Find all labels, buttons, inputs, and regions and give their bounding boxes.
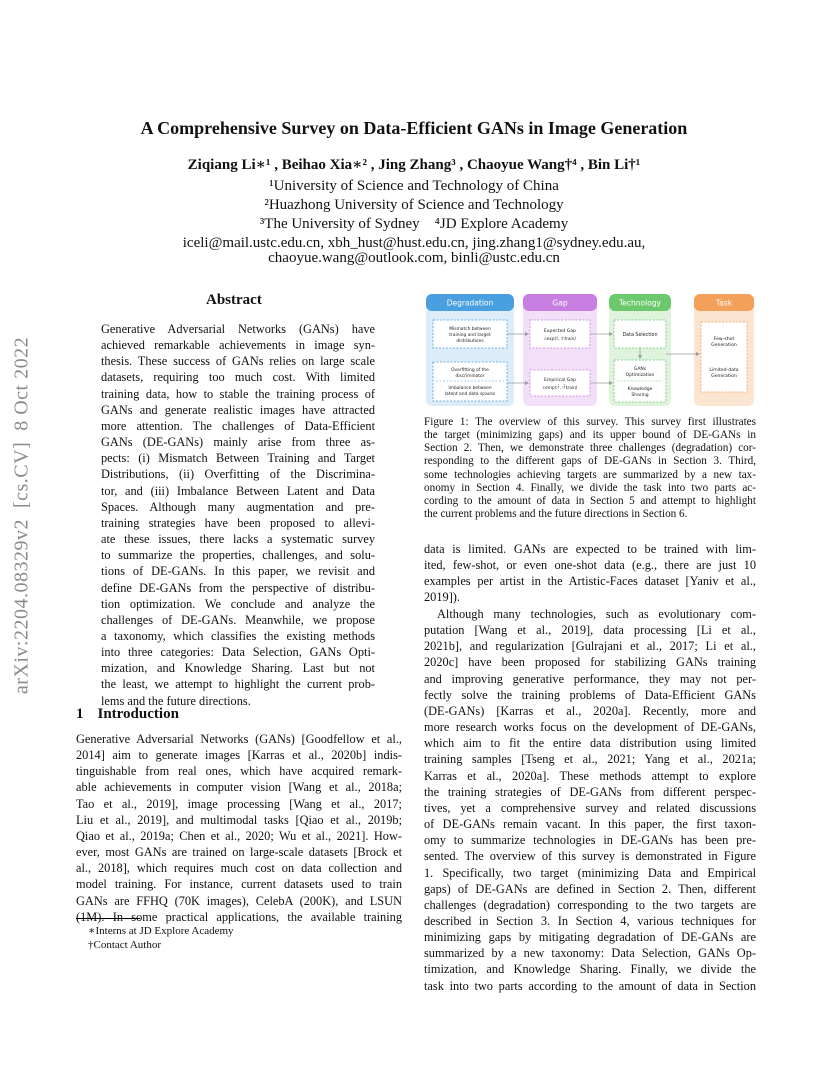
task-header-label: Task [715, 298, 733, 308]
abstract-line: training data, how to stable the training process of [101, 386, 375, 401]
figure-caption [424, 416, 756, 521]
introduction-line: Tao et al., 2019], image processing [Wang et al., 2017; [76, 796, 402, 811]
body-line: summarized by a new taxonomy: Data Selection, GANs Op- [424, 946, 756, 961]
footnote-interns: ∗Interns at JD Explore Academy [88, 925, 234, 937]
arxiv-watermark: arXiv:2204.08329v2 [cs.CV] 8 Oct 2022 [10, 336, 33, 695]
body-line: described in Section 3. In Section 4, various techniques for [424, 913, 756, 928]
mismatch-label: Mismatch between training and target distributions [449, 327, 491, 344]
introduction-line: able achievements in computer vision [Wang et al., 2018a; [76, 780, 402, 795]
abstract-line: tor, and (iii) Imbalance Between Latent and Data [101, 483, 375, 498]
abstract-line: mization, and Knowledge Sharing. Last but not [101, 661, 375, 676]
abstract-line: challenges of DE-GANs. Meanwhile, we propose [101, 612, 375, 627]
body-line: gaps) of DE-GANs are defined in Section 2. Then, different [424, 881, 756, 896]
task-box [701, 322, 747, 392]
abstract-line: into three categories: Data Selection, GANs Opti- [101, 645, 375, 660]
abstract-line: achieved remarkable achievements in image syn- [101, 338, 375, 353]
abstract-line: ate these issues, there lacks a systematic survey [101, 532, 375, 547]
caption-line: Section 2. Then, we demonstrate three challenges (degradation) cor- [424, 442, 756, 455]
caption-line: the target (minimizing gaps) and its upper bound of DE-GANs in [424, 429, 756, 442]
knowledge-sharing-label: Knowledge Sharing [627, 387, 653, 398]
body-line: (DE-GANs) [Karras et al., 2020a]. Recently, more and [424, 703, 756, 718]
caption-line: cording to the amount of data in Section 5 and attempt to highlight [424, 494, 756, 507]
caption-line: responding to the different gaps of DE-GANs in Section 3. Third, [424, 455, 756, 468]
right-column-paragraph-1 [424, 541, 756, 606]
degradation-header-label: Degradation [446, 298, 494, 308]
gans-optimization-label: GANs Optimization [625, 367, 655, 378]
introduction-line: Liu et al., 2019], and multimodal tasks [Qiao et al., 2019b; [76, 812, 402, 827]
abstract-line: tions of DE-GANs. In this paper, we revisit and [101, 564, 375, 579]
empirical-gap-formula: ℰemp(ℱ̂, ℱ̂train) [542, 386, 578, 391]
body-line: 2020c] have been proposed for stabilizing GANs training [424, 655, 756, 670]
body-line: putation [Wang et al., 2019], data processing [Li et al., [424, 623, 756, 638]
body-line: Karras et al., 2020a]. These methods attempt to explore [424, 768, 756, 783]
abstract-line: training strategies have been proposed to allevi- [101, 515, 375, 530]
footnote-contact: †Contact Author [88, 939, 162, 951]
introduction-line: (1M). In some practical applications, the available training [76, 909, 402, 924]
abstract-line: to summarize the properties, challenges, and solu- [101, 548, 375, 563]
section-title: Introduction [97, 706, 179, 722]
caption-line: the current problems and the future directions in Section 6. [424, 508, 688, 521]
expected-gap-box [530, 320, 590, 348]
author-list: Ziqiang Li∗¹ , Beihao Xia∗² , Jing Zhang³ , Chaoyue Wang†⁴ , Bin Li†¹ [187, 157, 641, 173]
body-line: 2019]). [424, 590, 460, 605]
author-emails-1: iceli@mail.ustc.edu.cn, xbh_hust@hust.edu.cn, jing.zhang1@sydney.edu.au, [182, 235, 646, 251]
expected-gap-formula: ℰexp(ℐ, ℱtrain) [544, 337, 576, 342]
body-line: timization, and Knowledge Sharing. Finally, we divide the [424, 962, 756, 977]
limited-data-label: Limited-data Generation [709, 368, 739, 379]
introduction-line: Generative Adversarial Networks (GANs) [Goodfellow et al., [76, 732, 402, 746]
abstract-line: GANs and generate realistic images have attracted [101, 402, 375, 417]
introduction-line: tinguishable from real ones, which have acquired remark- [76, 764, 402, 779]
abstract-line: the least, we attempt to highlight the current prob- [101, 677, 375, 692]
body-line: the training strategies of DE-GANs from different perspec- [424, 784, 756, 799]
caption-line: some technologies achieving targets are summarized by a new tax- [424, 468, 756, 481]
body-line: Although many technologies, such as evolutionary com- [437, 607, 756, 621]
introduction-line: ever, most GANs are trained on large-scale datasets [Brock et [76, 845, 402, 860]
body-line: fectly solve the training problems of Data-Efficient GANs [424, 687, 756, 702]
abstract-line: Spaces. Although many augmentation and pre- [101, 499, 375, 514]
affiliation-3: ³The University of Sydney ⁴JD Explore Academy [259, 216, 569, 232]
body-line: tives, yet a comprehensive survey and related discussions [424, 800, 756, 815]
body-line: and improving generative performance, they may not per- [424, 671, 756, 686]
body-line: more research works focus on the development of DE-GANs, [424, 720, 756, 735]
body-line: sented. The overview of this survey is demonstrated in Figure [424, 849, 756, 864]
gap-header-label: Gap [552, 298, 568, 308]
body-line: 2021b], and regularization [Gulrajani et al., 2017; Li et al., [424, 639, 756, 654]
data-selection-label: Data Selection [622, 333, 658, 338]
body-line: omy to summarize technologies in DE-GANs has been pre- [424, 833, 756, 848]
body-line: 1. Specifically, two target (minimizing Data and Empirical [424, 865, 756, 880]
body-line: task into two parts according to the amount of data in Section [424, 978, 756, 993]
figure-overview-diagram [424, 290, 756, 408]
abstract-heading: Abstract [206, 292, 262, 308]
expected-gap-label: Expected Gap [543, 329, 577, 334]
overfitting-label: Overfitting of the discriminator [451, 368, 489, 379]
abstract-line: Distributions, (ii) Overfitting of the Discrimina- [101, 467, 375, 482]
author-emails-2: chaoyue.wang@outlook.com, binli@ustc.edu.cn [268, 250, 560, 266]
imbalance-label: Imbalance between latent and data spaces [444, 386, 496, 397]
abstract-line: define DE-GANs from the perspective of distribu- [101, 580, 375, 595]
section-number: 1 [76, 706, 84, 722]
abstract-line: a taxonomy, which classifies the existing methods [101, 628, 375, 643]
abstract-body [101, 321, 375, 709]
empirical-gap-box [530, 370, 590, 396]
body-line: data is limited. GANs are expected to be trained with lim- [424, 542, 756, 556]
introduction-body [76, 731, 402, 925]
body-line: training samples [Tseng et al., 2021; Yang et al., 2021a; [424, 752, 756, 767]
paper-title: A Comprehensive Survey on Data-Efficient GANs in Image Generation [140, 118, 688, 138]
abstract-line: pects: (i) Mismatch Between Training and Target [101, 451, 375, 466]
introduction-line: 2014] aim to generate images [Karras et al., 2020b] indis- [76, 748, 402, 763]
caption-line: Figure 1: The overview of this survey. This survey first illustrates [424, 416, 756, 428]
abstract-line: more attention. The challenges of Data-Efficient [101, 418, 375, 433]
affiliation-2: ²Huazhong University of Science and Technology [264, 197, 564, 213]
right-column-paragraph-2 [424, 606, 756, 994]
introduction-line: model training. For instance, current datasets used to train [76, 877, 402, 892]
body-line: of DE-GANs remain vacant. In this paper, the first taxon- [424, 817, 756, 832]
abstract-line: thesis. These success of GANs relies on large scale [101, 354, 375, 369]
affiliation-1: ¹University of Science and Technology of China [269, 178, 559, 194]
figure-overview [424, 290, 756, 408]
abstract-line: tion optimization. We conclude and analyze the [101, 596, 375, 611]
abstract-line: lems and the future directions. [101, 693, 251, 708]
section-heading-introduction [76, 706, 179, 723]
introduction-line: al., 2018], which requires much cost on data collection and [76, 861, 402, 876]
introduction-line: GANs are FFHQ (70K images), CelebA (200K), and LSUN [76, 893, 402, 908]
abstract-line: datasets, requiring too much cost. With limited [101, 370, 375, 385]
body-line: minimizing gaps by mitigating degradation of DE-GANs are [424, 930, 756, 945]
technology-header-label: Technology [618, 298, 662, 308]
introduction-line: Qiao et al., 2019a; Chen et al., 2020; Wu et al., 2021]. How- [76, 828, 402, 843]
empirical-gap-label: Empirical Gap [543, 378, 577, 383]
caption-line: onomy in Section 4. Finally, we divide the task into two parts ac- [424, 481, 756, 494]
few-shot-label: Few-shot Generation [711, 337, 737, 348]
abstract-line: Generative Adversarial Networks (GANs) have [101, 322, 375, 336]
body-line: challenges (degradation) corresponding to the two targets are [424, 897, 756, 912]
footnote-divider [76, 918, 140, 919]
body-line: examples per artist in the Artistic-Faces dataset [Yaniv et al., [424, 574, 756, 589]
body-line: which aim to fit the entire data distribution using limited [424, 736, 756, 751]
body-line: ited, few-shot, or even one-shot data (e.g., there are just 10 [424, 558, 756, 573]
abstract-line: GANs (DE-GANs) mainly arise from three as- [101, 435, 375, 450]
